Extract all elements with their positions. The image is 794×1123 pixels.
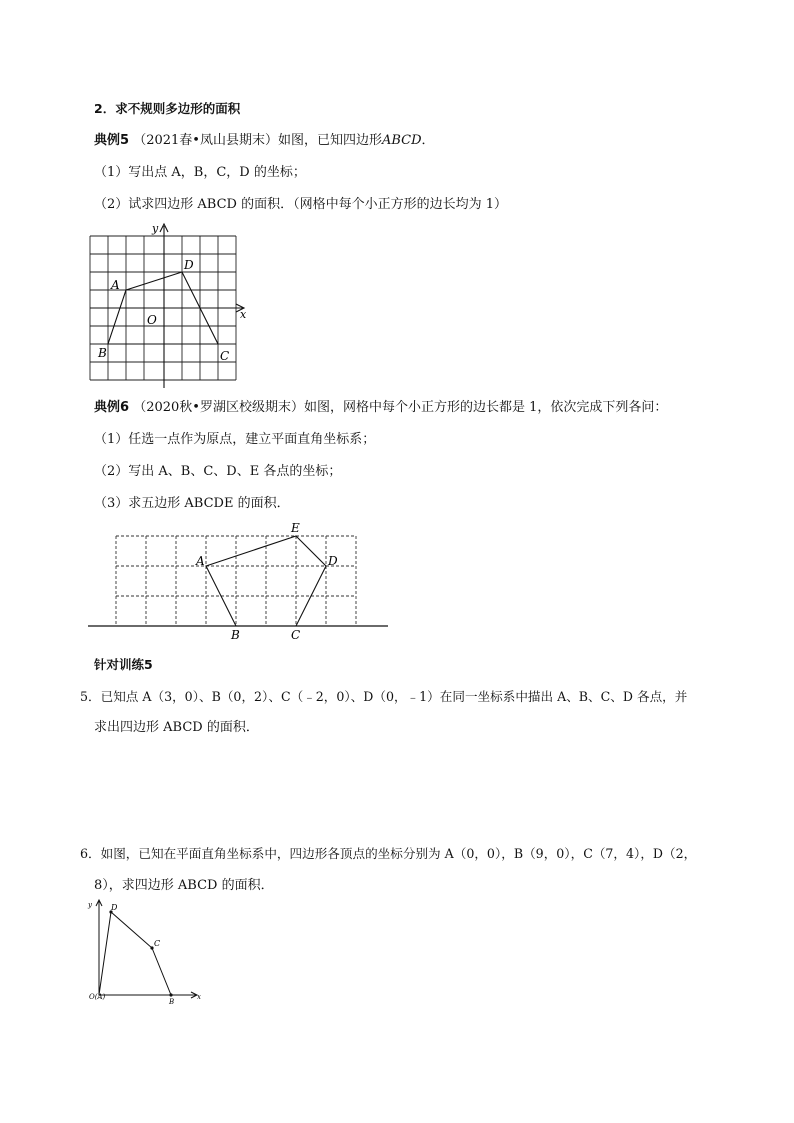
point-e-label: E bbox=[291, 521, 300, 535]
example5-intro-end: ． bbox=[421, 133, 435, 148]
example6-question2: （2）写出 A、B、C、D、E 各点的坐标； bbox=[94, 464, 342, 479]
point-b bbox=[169, 993, 172, 996]
figure-problem6 bbox=[85, 897, 210, 1007]
example6-intro-text: （2020秋•罗湖区校级期末）如图，网格中每个小正方形的边长都是 1，依次完成下列各问： bbox=[133, 400, 668, 415]
example5-intro-text: （2021春•凤山县期末）如图，已知四边形 bbox=[133, 133, 382, 148]
quadrilateral-abcd bbox=[99, 912, 171, 995]
point-b-label: B bbox=[231, 628, 240, 642]
example5-intro bbox=[94, 132, 435, 150]
origin-label: O bbox=[147, 313, 157, 327]
point-b-label: B bbox=[169, 998, 175, 1006]
figure-ex6-grid bbox=[88, 518, 392, 643]
point-c-label: C bbox=[154, 939, 161, 948]
example6-intro bbox=[94, 399, 667, 417]
x-axis-label: x bbox=[197, 993, 201, 1001]
point-a-label: A bbox=[111, 278, 120, 292]
example6-question1: （1）任选一点作为原点，建立平面直角坐标系； bbox=[94, 432, 376, 447]
dashed-grid bbox=[116, 536, 356, 626]
problem6-line1: 6．如图，已知在平面直角坐标系中，四边形各顶点的坐标分别为 A（0，0），B（9，0），C（7，4），D（2， bbox=[80, 846, 697, 861]
problem5-line2: 求出四边形 ABCD 的面积． bbox=[94, 720, 259, 735]
point-a-label: A bbox=[196, 554, 205, 568]
example5-question1: （1）写出点 A，B，C，D 的坐标； bbox=[94, 165, 306, 180]
y-axis-label: y bbox=[88, 901, 92, 909]
x-axis-label: x bbox=[240, 308, 247, 321]
figure-ex5-grid bbox=[80, 218, 260, 393]
example5-label: 典例5 bbox=[94, 133, 130, 148]
section-title: 2．求不规则多边形的面积 bbox=[94, 101, 241, 116]
origin-label: O(A) bbox=[89, 993, 106, 1001]
problem5-line1: 5．已知点 A（3，0）、B（0，2）、C（﹣2，0）、D（0，﹣1）在同一坐标系中描出 A、B、C、D 各点，并 bbox=[80, 689, 688, 704]
point-b-label: B bbox=[98, 346, 107, 360]
example6-question3: （3）求五边形 ABCDE 的面积． bbox=[94, 496, 290, 511]
point-d-label: D bbox=[184, 258, 194, 272]
training-title: 针对训练5 bbox=[94, 657, 153, 672]
example6-label: 典例6 bbox=[94, 400, 130, 415]
example5-intro-italic: ABCD bbox=[381, 133, 422, 148]
example5-question2: （2）试求四边形 ABCD 的面积．（网格中每个小正方形的边长均为 1） bbox=[94, 197, 507, 212]
problem6-line2: 8），求四边形 ABCD 的面积． bbox=[94, 878, 274, 893]
point-d-label: D bbox=[111, 903, 118, 912]
point-c-label: C bbox=[220, 349, 230, 363]
point-d-label: D bbox=[328, 554, 338, 568]
point-c-label: C bbox=[291, 628, 301, 642]
y-axis-label: y bbox=[152, 222, 159, 235]
